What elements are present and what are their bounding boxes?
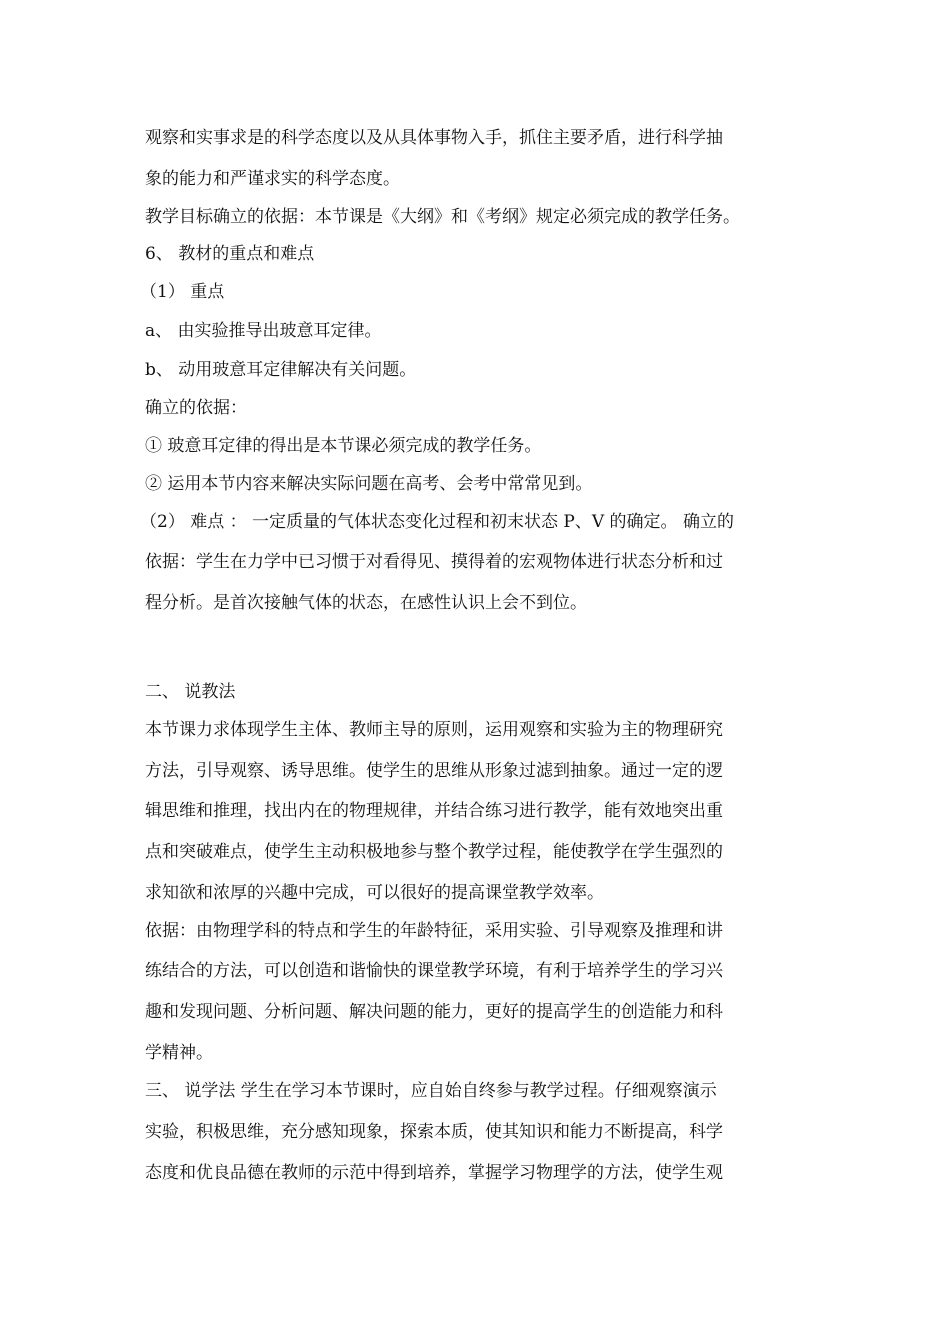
- paragraph-line: 确立的依据：: [145, 398, 247, 418]
- paragraph-line: 练结合的方法，可以创造和谐愉快的课堂教学环境，有利于培养学生的学习兴: [145, 961, 723, 981]
- paragraph-line: 依据：由物理学科的特点和学生的年龄特征，采用实验、引导观察及推理和讲: [145, 921, 723, 941]
- list-item: ② 运用本节内容来解决实际问题在高考、会考中常常见到。: [145, 474, 593, 494]
- paragraph-line: 态度和优良品德在教师的示范中得到培养，掌握学习物理学的方法，使学生观: [145, 1163, 723, 1183]
- paragraph-line: 依据：学生在力学中已习惯于对看得见、摸得着的宏观物体进行状态分析和过: [145, 552, 723, 572]
- section-heading: 三、 说学法 学生在学习本节课时，应自始自终参与教学过程。仔细观察演示: [145, 1081, 717, 1101]
- paragraph-line: 象的能力和严谨求实的科学态度。: [145, 169, 400, 189]
- paragraph-line: 方法，引导观察、诱导思维。使学生的思维从形象过滤到抽象。通过一定的逻: [145, 761, 723, 781]
- paragraph-line: 趣和发现问题、分析问题、解决问题的能力，更好的提高学生的创造能力和科: [145, 1002, 723, 1022]
- section-heading: 二、 说教法: [145, 682, 236, 702]
- paragraph-line: 观察和实事求是的科学态度以及从具体事物入手，抓住主要矛盾，进行科学抽: [145, 128, 723, 148]
- paragraph-line: 求知欲和浓厚的兴趣中完成，可以很好的提高课堂教学效率。: [145, 883, 604, 903]
- paragraph-line: 辑思维和推理，找出内在的物理规律，并结合练习进行教学，能有效地突出重: [145, 801, 723, 821]
- list-item: a、 由实验推导出玻意耳定律。: [145, 321, 382, 341]
- paragraph-line: 实验，积极思维，充分感知现象，探索本质，使其知识和能力不断提高，科学: [145, 1122, 723, 1142]
- section-heading: 6、 教材的重点和难点: [145, 244, 315, 264]
- paragraph-line: 教学目标确立的依据：本节课是《大纲》和《考纲》规定必须完成的教学任务。: [145, 207, 740, 227]
- subsection-heading: （1） 重点: [140, 282, 225, 302]
- paragraph-line: 本节课力求体现学生主体、教师主导的原则，运用观察和实验为主的物理研究: [145, 720, 723, 740]
- paragraph-line: 点和突破难点，使学生主动积极地参与整个教学过程，能使教学在学生强烈的: [145, 842, 723, 862]
- paragraph-line: 程分析。是首次接触气体的状态，在感性认识上会不到位。: [145, 593, 587, 613]
- paragraph-line: 学精神。: [145, 1043, 213, 1063]
- list-item: ① 玻意耳定律的得出是本节课必须完成的教学任务。: [145, 436, 542, 456]
- paragraph-line: （2） 难点 ： 一定质量的气体状态变化过程和初末状态 P、V 的确定。 确立的: [140, 512, 734, 532]
- list-item: b、 动用玻意耳定律解决有关问题。: [145, 360, 417, 380]
